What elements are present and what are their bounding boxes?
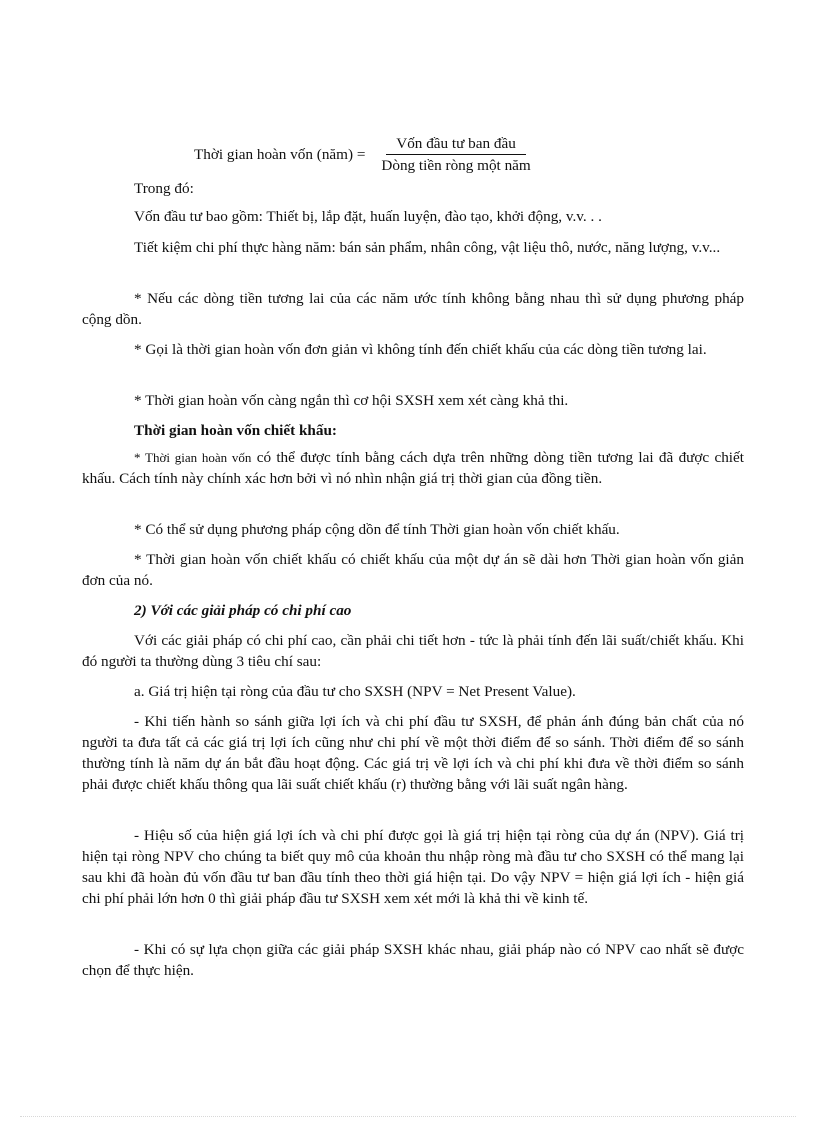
- formula-lhs: Thời gian hoàn vốn (năm) =: [194, 146, 366, 163]
- paragraph-dai-hon: * Thời gian hoàn vốn chiết khấu có chiết khấu của một dự án sẽ dài hơn Thời gian hoàn vốn giản đơn của nó.: [82, 551, 744, 589]
- formula-fraction: [371, 134, 540, 175]
- paragraph-cong-don: * Nếu các dòng tiền tương lai của các năm ước tính không bằng nhau thì sử dụng phương pháp cộng dồn.: [82, 290, 744, 328]
- paragraph-hieu-so: - Hiệu số của hiện giá lợi ích và chi phí được gọi là giá trị hiện tại ròng của dự án (NPV). Giá trị hiện tại ròng NPV cho chúng ta biết quy mô của khoản thu nhập ròng mà đầu tư cho SXSH có thể mang lại sau khi đã hoàn đủ vốn đầu tư ban đầu tính theo thời giá hiện tại. Do vậy NPV = hiện giá lợi ích - hiện giá chi phí phải lớn hơn 0 thì giải pháp đầu tư SXSH xem xét mới là khả thi về kinh tế.: [82, 827, 744, 907]
- paragraph-chiet-khau: [82, 447, 744, 489]
- paragraph-trong-do: Trong đó:: [134, 180, 194, 197]
- heading-chiet-khau: Thời gian hoàn vốn chiết khấu:: [134, 422, 337, 439]
- paragraph-lua-chon: - Khi có sự lựa chọn giữa các giải pháp SXSH khác nhau, giải pháp nào có NPV cao nhất sẽ được chọn để thực hiện.: [82, 941, 744, 979]
- paragraph-don-gian: * Gọi là thời gian hoàn vốn đơn giản vì không tính đến chiết khấu của các dòng tiền tương lai.: [134, 341, 707, 358]
- payback-period-formula: [194, 134, 541, 175]
- paragraph-chiet-khau-rest: có thể được tính bằng cách dựa trên những dòng tiền tương lai đã được chiết khấu. Cách tính này chính xác hơn bởi vì nó nhìn nhận giá trị thời gian của đồng tiền.: [82, 449, 744, 487]
- paragraph-so-sanh: - Khi tiến hành so sánh giữa lợi ích và chi phí đầu tư SXSH, để phản ánh đúng bản chất của nó người ta đưa tất cả các giá trị lợi ích cũng như chi phí về một thời điểm để so sánh. Thời điểm để so sánh thường tính là năm dự án bắt đầu hoạt động. Các giá trị về lợi ích và chi phí khi đưa về thời điểm so sánh phải được chiết khấu thông qua lãi suất chiết khấu (r) thường bằng với lãi suất ngân hàng.: [82, 713, 744, 793]
- paragraph-cong-don-chiet-khau: * Có thể sử dụng phương pháp cộng dồn để tính Thời gian hoàn vốn chiết khấu.: [134, 521, 620, 538]
- paragraph-chiet-khau-lead: * Thời gian hoàn vốn: [134, 450, 252, 465]
- paragraph-von-dau-tu: Vốn đầu tư bao gồm: Thiết bị, lắp đặt, huấn luyện, đào tạo, khởi động, v.v. . .: [134, 208, 602, 225]
- heading-chi-phi-cao: 2) Với các giải pháp có chi phí cao: [134, 602, 352, 619]
- paragraph-tiet-kiem: Tiết kiệm chi phí thực hàng năm: bán sản phẩm, nhân công, vật liệu thô, nước, năng lượng, v.v...: [134, 239, 721, 256]
- formula-denominator: Dòng tiền ròng một năm: [381, 157, 531, 174]
- paragraph-chi-phi-cao: Với các giải pháp có chi phí cao, cần phải chi tiết hơn - tức là phải tính đến lãi suất/chiết khấu. Khi đó người ta thường dùng 3 tiêu chí sau:: [82, 632, 744, 670]
- paragraph-npv-definition: a. Giá trị hiện tại ròng của đầu tư cho SXSH (NPV = Net Present Value).: [134, 683, 576, 700]
- page-bottom-divider: [20, 1116, 796, 1117]
- formula-numerator: Vốn đầu tư ban đầu: [386, 134, 526, 155]
- paragraph-kha-thi: * Thời gian hoàn vốn càng ngắn thì cơ hội SXSH xem xét càng khả thi.: [134, 392, 569, 409]
